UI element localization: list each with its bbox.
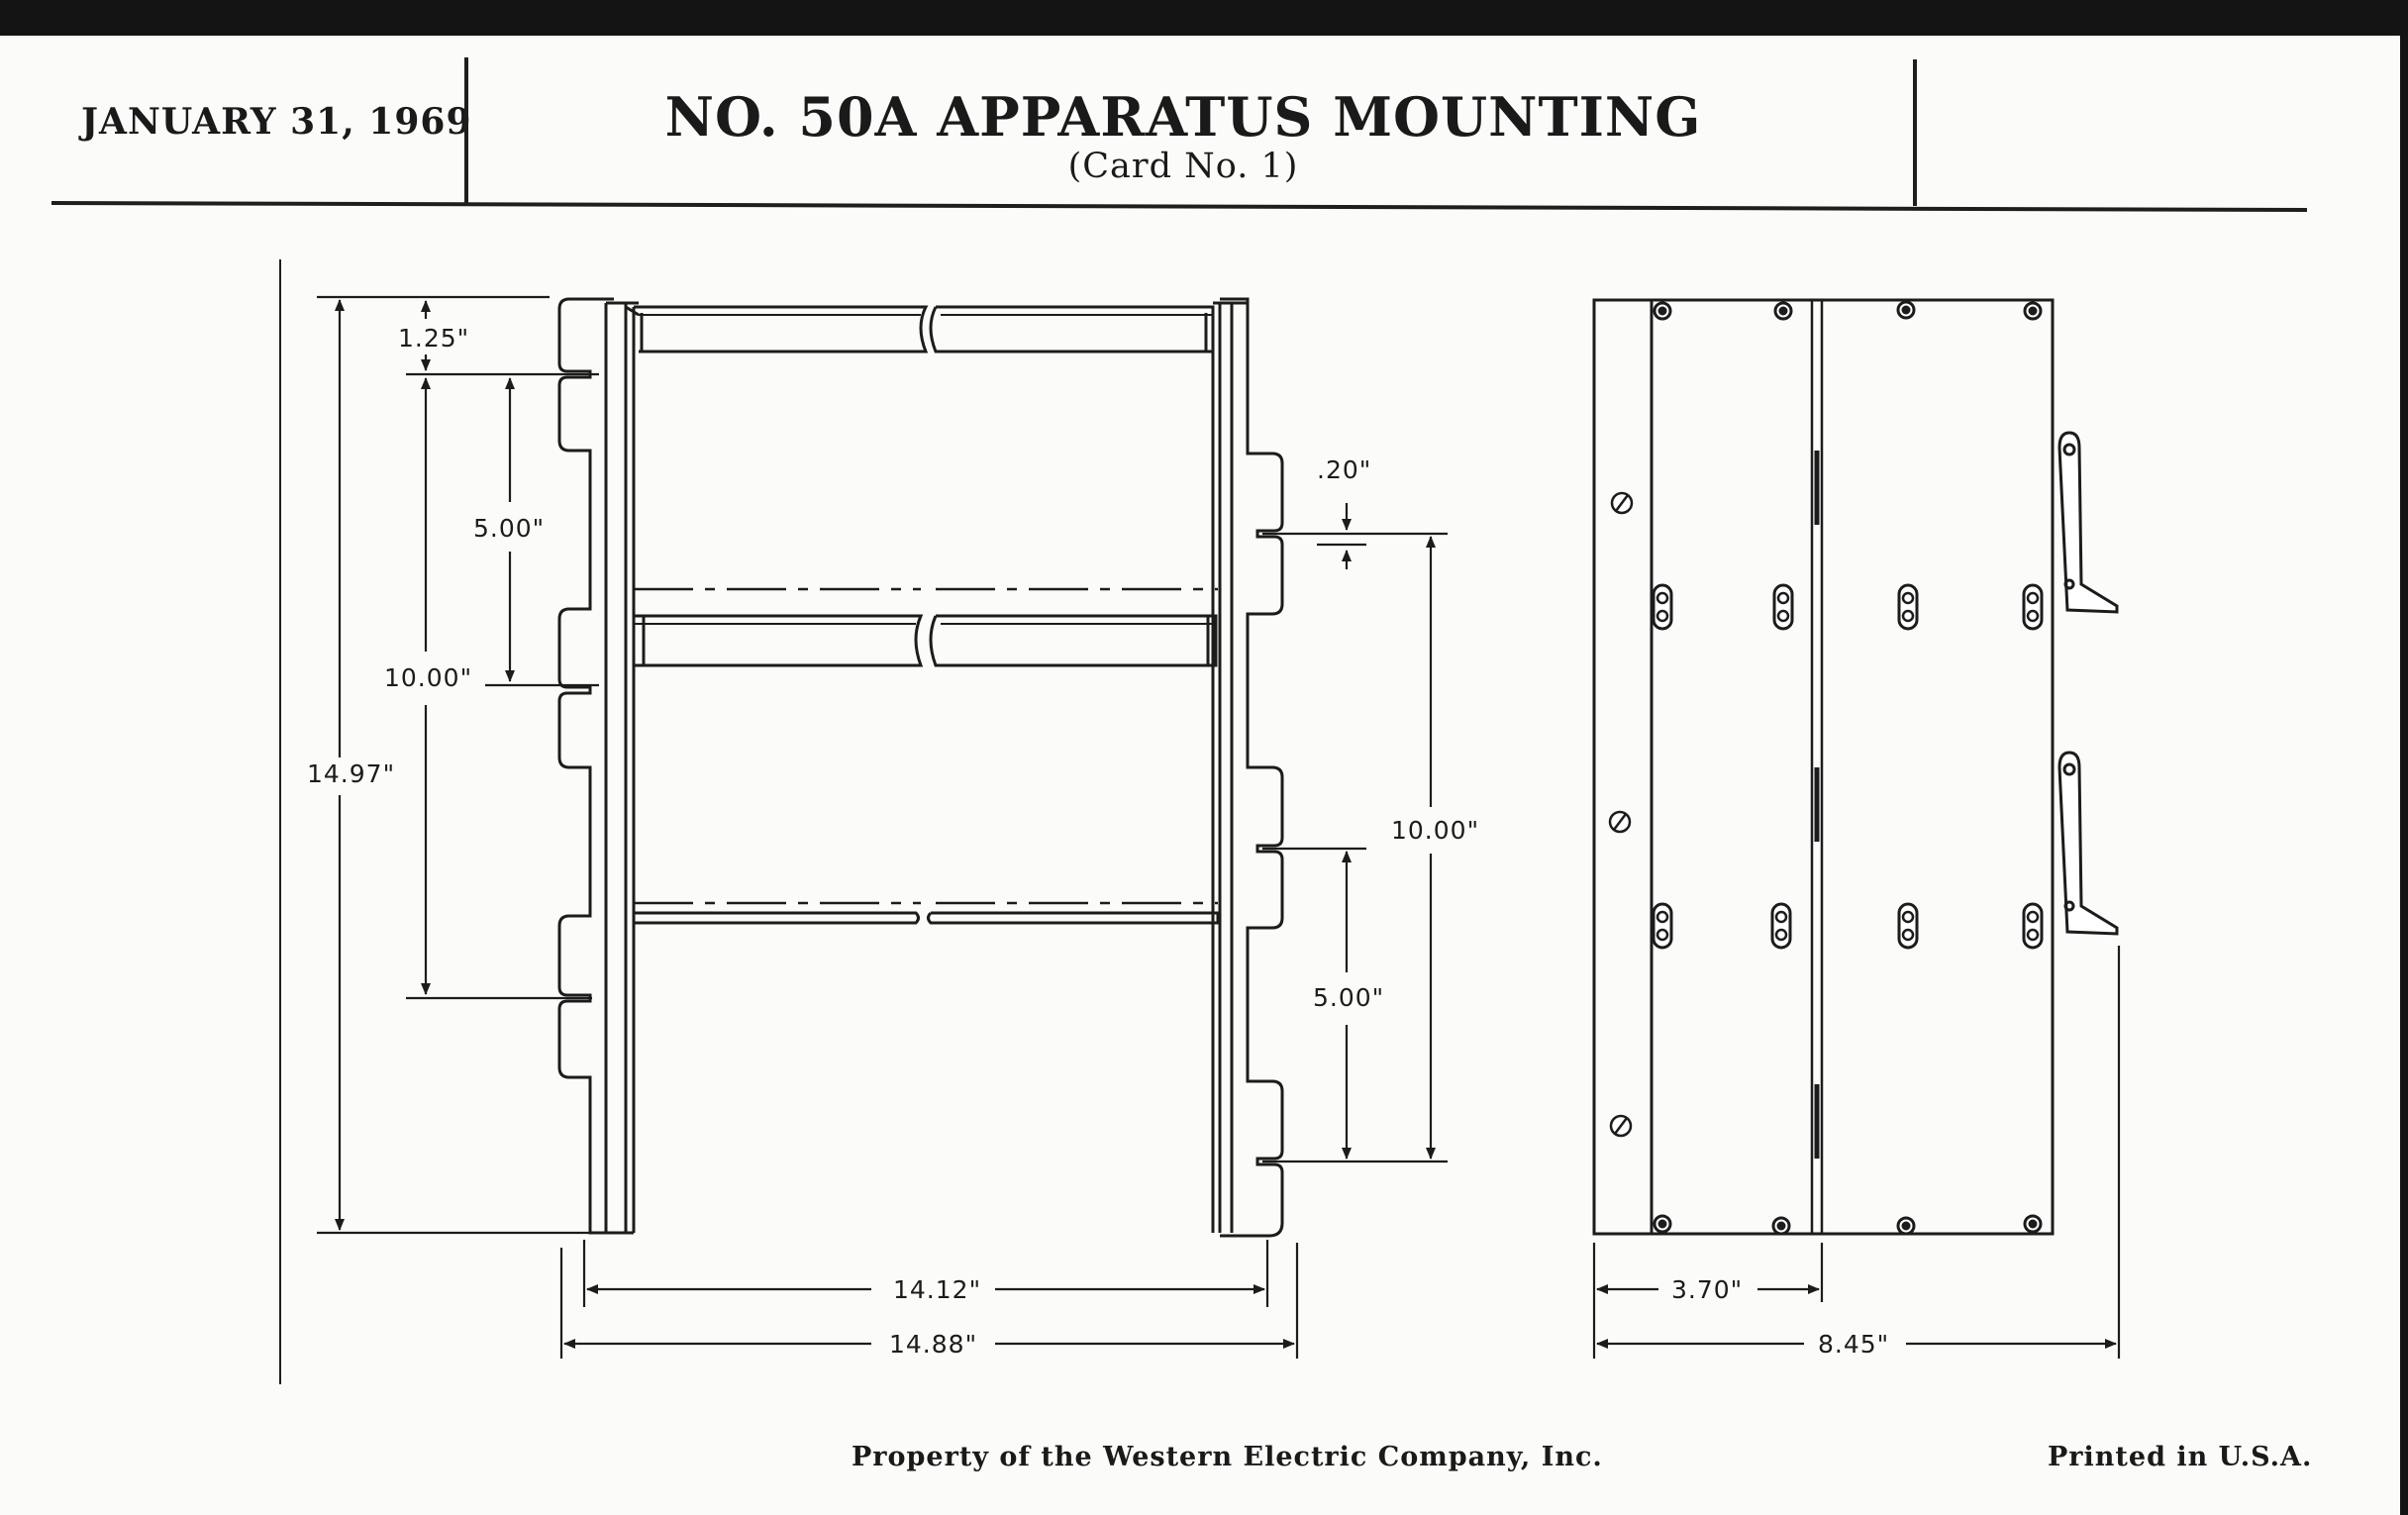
dim-overall-width: 14.88"	[889, 1330, 978, 1359]
dim-slot-width: .20"	[1317, 455, 1372, 484]
side-view	[1594, 300, 2117, 1234]
drawing-title: NO. 50A APPARATUS MOUNTING	[664, 85, 1702, 149]
dim-right-spacing: 5.00"	[1313, 983, 1385, 1012]
dim-left-span: 10.00"	[384, 663, 473, 692]
dim-overall-depth: 8.45"	[1818, 1330, 1890, 1359]
dim-top-offset: 1.25"	[398, 324, 470, 353]
latch-upper	[2059, 433, 2117, 612]
lower-cross-bar	[634, 903, 1218, 923]
card-number: (Card No. 1)	[1067, 147, 1299, 186]
top-cross-bar	[634, 307, 1213, 352]
dim-overall-height: 14.97"	[307, 759, 396, 788]
middle-cross-bar	[634, 589, 1218, 665]
title-block-rules	[51, 57, 2307, 1384]
dim-half-depth: 3.70"	[1671, 1275, 1744, 1304]
flange-screw	[1610, 493, 1632, 1136]
dim-left-spacing: 5.00"	[473, 514, 546, 543]
dim-inner-width: 14.12"	[893, 1275, 982, 1304]
latch-lower	[2059, 753, 2117, 934]
drawing-date: JANUARY 31, 1969	[81, 101, 472, 143]
footer-printed: Printed in U.S.A.	[2048, 1442, 2313, 1472]
right-mounting-rail	[1220, 299, 1282, 1236]
footer-property: Property of the Western Electric Company, Inc.	[852, 1442, 1603, 1472]
dim-right-span: 10.00"	[1391, 816, 1480, 845]
front-view	[559, 299, 1282, 1236]
